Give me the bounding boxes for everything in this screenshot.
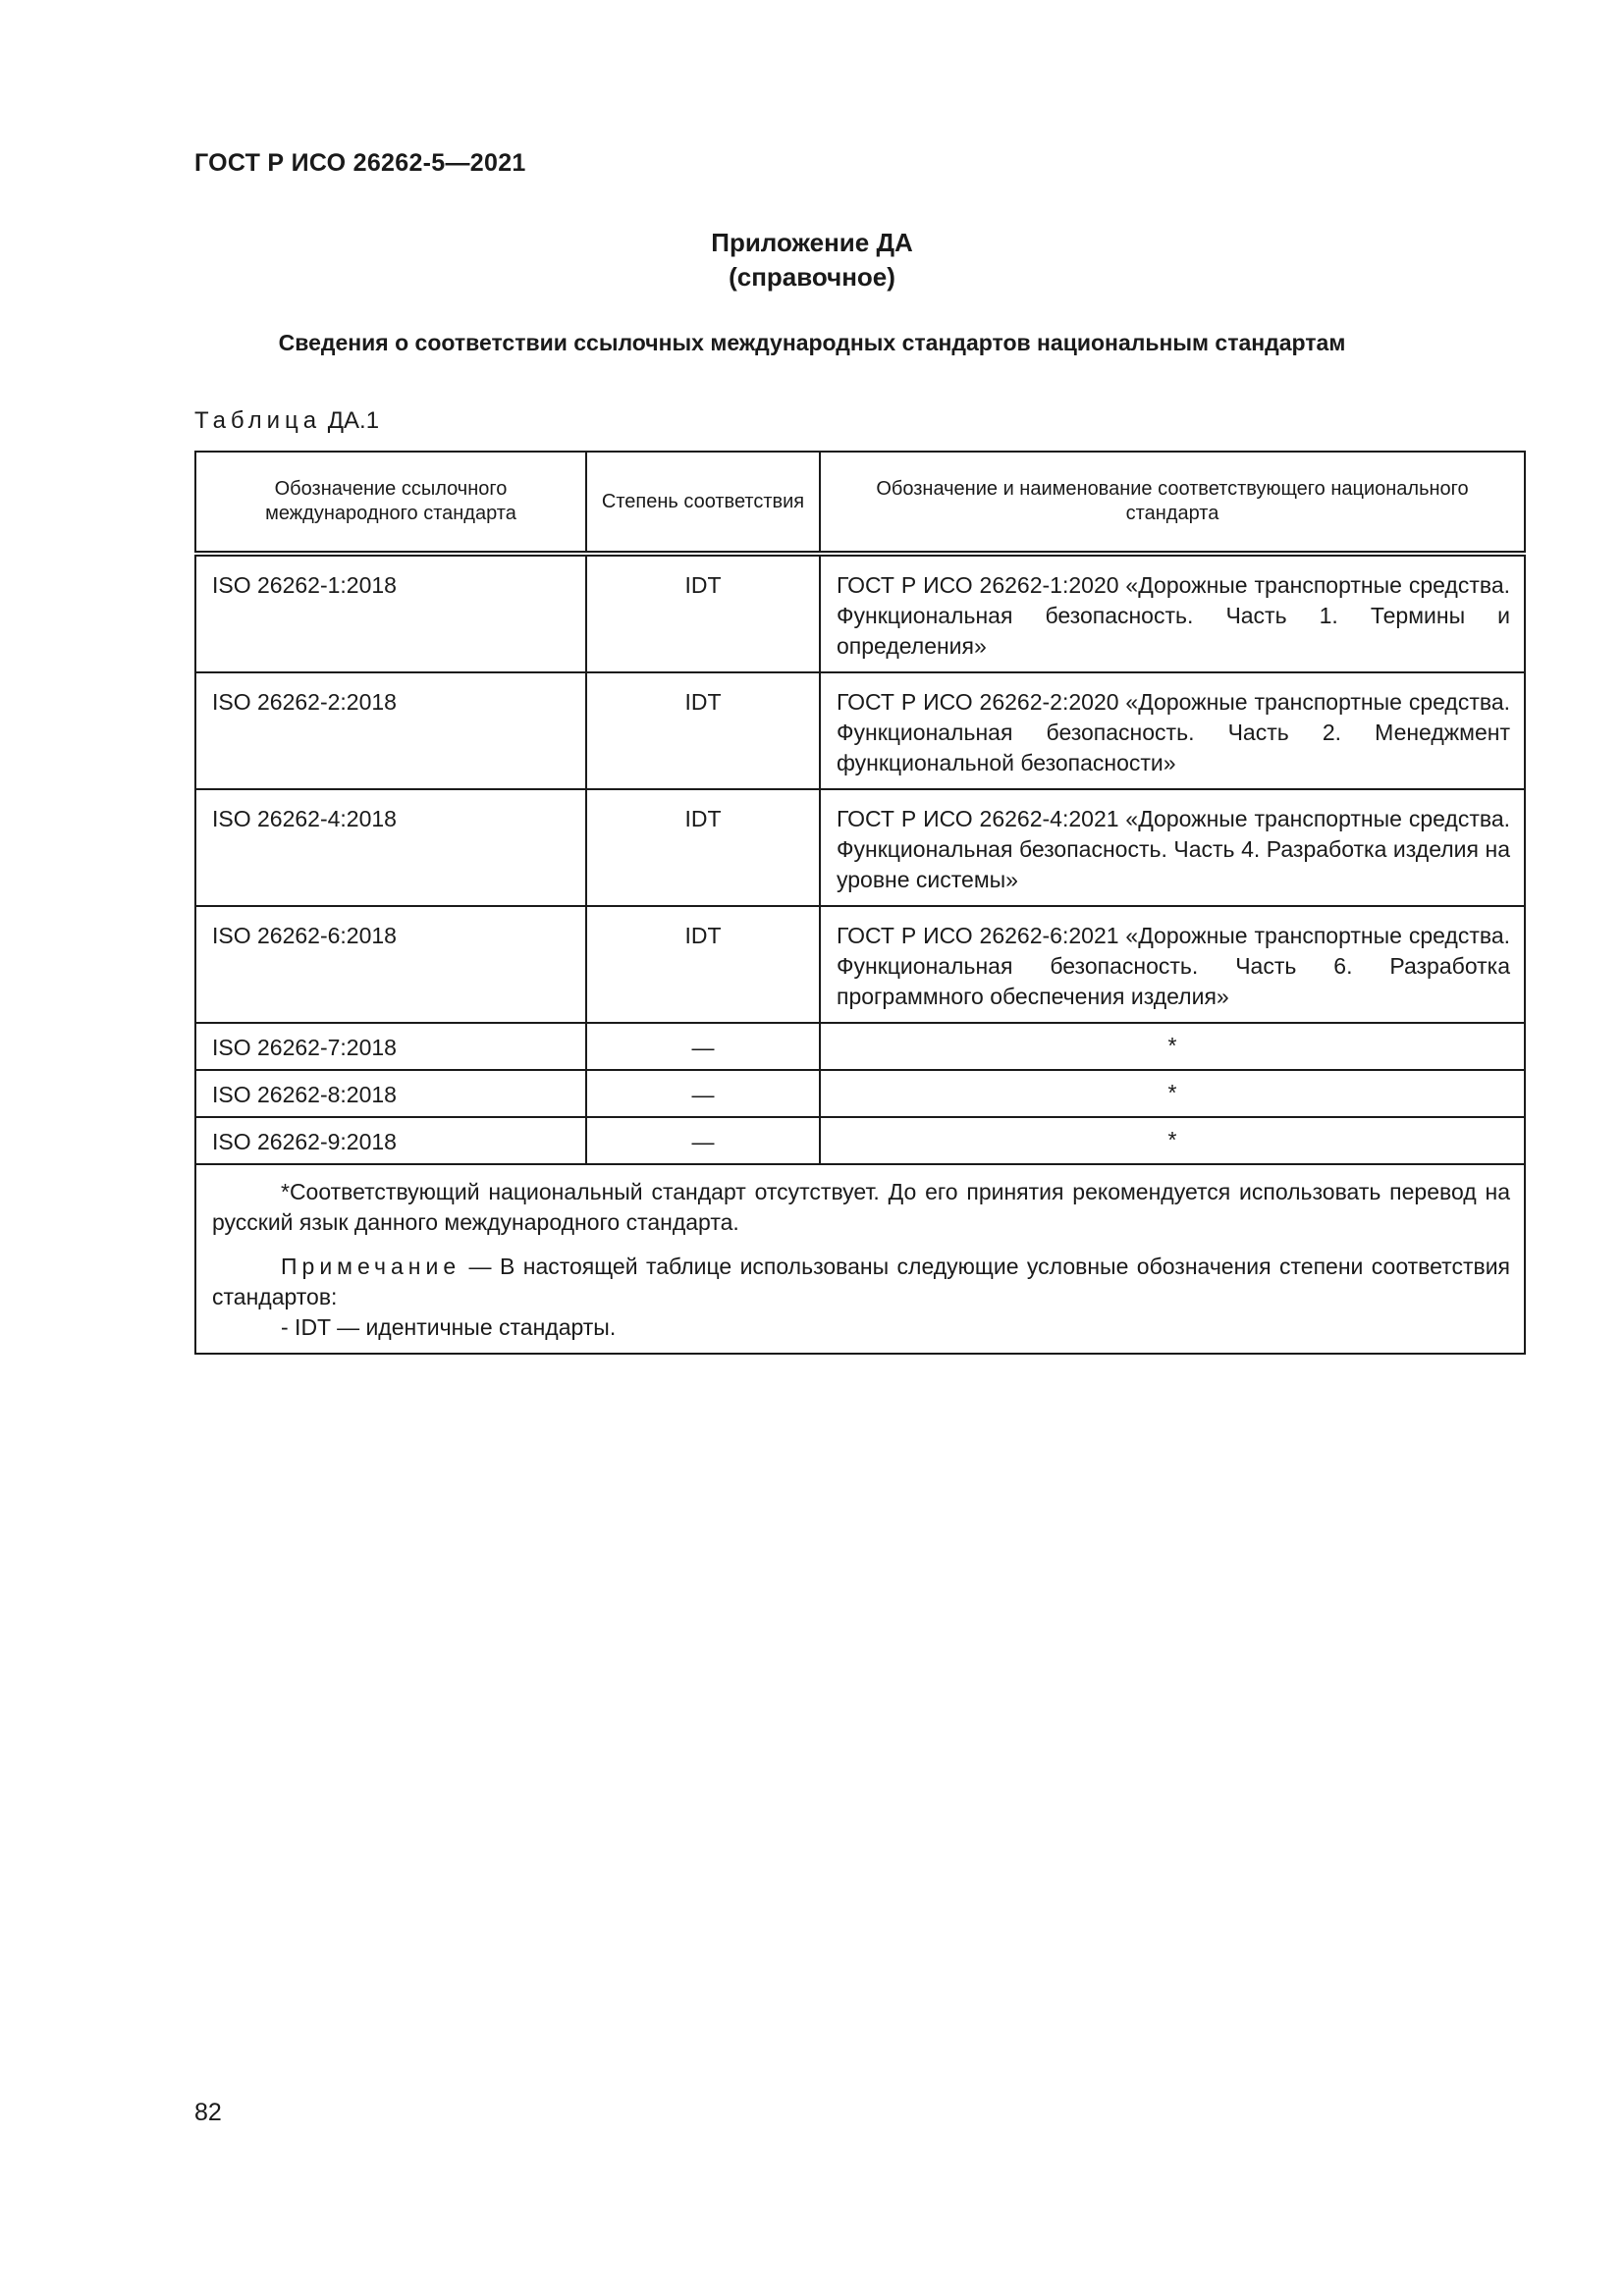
reference-standard-cell: ISO 26262-7:2018: [195, 1023, 586, 1070]
appendix-title: Приложение ДА: [711, 228, 913, 257]
note-list-item: - IDT — идентичные стандарты.: [281, 1314, 617, 1340]
reference-standard-cell: ISO 26262-8:2018: [195, 1070, 586, 1117]
note-paragraph: [212, 1252, 1510, 1312]
appendix-heading: [0, 226, 1624, 294]
table-row: [195, 1023, 1525, 1070]
column-header: Степень соответствия: [586, 452, 820, 554]
degree-cell: IDT: [586, 672, 820, 789]
column-header: Обозначение и наименование соответствующего национального стандарта: [820, 452, 1525, 554]
table-row: [195, 672, 1525, 789]
appendix-subtitle: Сведения о соответствии ссылочных международных стандартов национальным стандартам: [278, 330, 1346, 355]
document-header: ГОСТ Р ИСО 26262-5—2021: [194, 149, 526, 177]
reference-standard-cell: ISO 26262-1:2018: [195, 554, 586, 672]
note-label: Примечание: [281, 1254, 461, 1279]
table-caption-label: Таблица: [194, 407, 322, 434]
degree-cell: IDT: [586, 906, 820, 1023]
table-row: [195, 1070, 1525, 1117]
reference-standard-cell: ISO 26262-6:2018: [195, 906, 586, 1023]
national-standard-cell: ГОСТ Р ИСО 26262-2:2020 «Дорожные транспортные средства. Функциональная безопасность. Часть 2. Менеджмент функциональной безопасности»: [820, 672, 1525, 789]
degree-cell: —: [586, 1023, 820, 1070]
table-row: [195, 1117, 1525, 1164]
national-standard-cell: ГОСТ Р ИСО 26262-1:2020 «Дорожные транспортные средства. Функциональная безопасность. Часть 1. Термины и определения»: [820, 554, 1525, 672]
reference-standard-cell: ISO 26262-2:2018: [195, 672, 586, 789]
reference-standard-cell: ISO 26262-4:2018: [195, 789, 586, 906]
degree-cell: IDT: [586, 554, 820, 672]
national-standard-cell: *: [820, 1070, 1525, 1117]
table-row: [195, 554, 1525, 672]
national-standard-cell: ГОСТ Р ИСО 26262-6:2021 «Дорожные транспортные средства. Функциональная безопасность. Часть 6. Разработка программного обеспечения изделия»: [820, 906, 1525, 1023]
national-standard-cell: *: [820, 1117, 1525, 1164]
appendix-type: (справочное): [729, 262, 895, 292]
national-standard-cell: ГОСТ Р ИСО 26262-4:2021 «Дорожные транспортные средства. Функциональная безопасность. Часть 4. Разработка изделия на уровне системы»: [820, 789, 1525, 906]
column-header: Обозначение ссылочного международного стандарта: [195, 452, 586, 554]
table-caption: [194, 407, 379, 435]
degree-cell: —: [586, 1117, 820, 1164]
national-standard-cell: *: [820, 1023, 1525, 1070]
degree-cell: IDT: [586, 789, 820, 906]
reference-standard-cell: ISO 26262-9:2018: [195, 1117, 586, 1164]
footnote-text: *Соответствующий национальный стандарт отсутствует. До его принятия рекомендуется использовать перевод на русский язык данного международного стандарта.: [212, 1179, 1510, 1235]
footnote-cell: [195, 1164, 1525, 1354]
degree-cell: —: [586, 1070, 820, 1117]
table-footnote-row: [195, 1164, 1525, 1354]
correspondence-table: [194, 451, 1526, 1355]
page-number: 82: [194, 2099, 222, 2126]
table-row: [195, 789, 1525, 906]
table-row: [195, 906, 1525, 1023]
table-caption-number: ДА.1: [327, 407, 380, 434]
table-header-row: [195, 452, 1525, 554]
note-text: — В настоящей таблице использованы следующие условные обозначения степени соответствия стандартов:: [212, 1254, 1510, 1309]
